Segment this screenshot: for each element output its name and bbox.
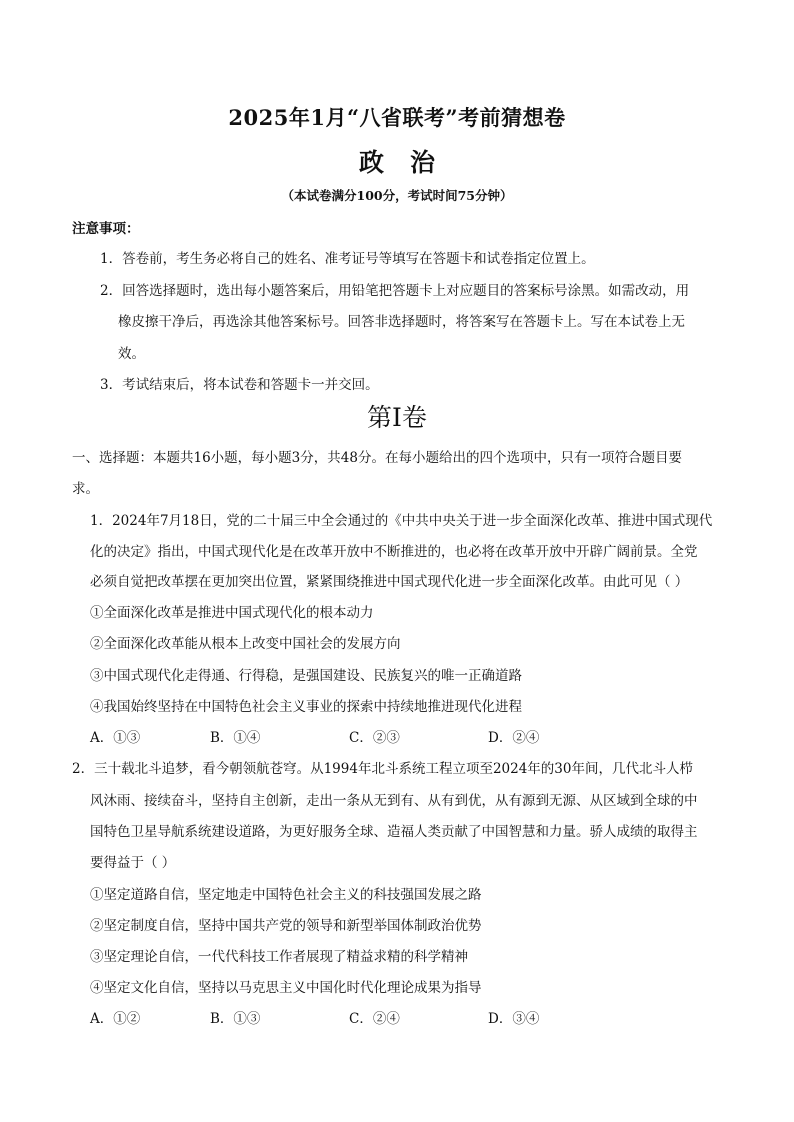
question-1-stem: 1．2024年7月18日，党的二十届三中全会通过的《中共中央关于进一步全面深化改革、推进中国式现代 — [90, 513, 713, 529]
question-2-stem-line: 要得益于（ ） — [90, 855, 176, 871]
question-2-option-b: B．①③ — [210, 1011, 261, 1027]
section-instruction: 一、选择题：本题共16小题，每小题3分，共48分。在每小题给出的四个选项中，只有一项符合题目要 — [72, 450, 682, 466]
question-2-statement-2: ②坚定制度自信，坚持中国共产党的领导和新型举国体制政治优势 — [90, 918, 482, 934]
notes-heading: 注意事项： — [72, 221, 140, 237]
question-1-statement-1: ①全面深化改革是推进中国式现代化的根本动力 — [90, 605, 374, 621]
question-2-option-a: A．①② — [90, 1011, 141, 1027]
question-1-option-a: A．①③ — [90, 730, 141, 746]
question-2-option-c: C．②④ — [349, 1011, 400, 1027]
question-1-statement-3: ③中国式现代化走得通、行得稳，是强国建设、民族复兴的唯一正确道路 — [90, 668, 522, 684]
question-2-stem: 2．三十载北斗追梦，看今朝领航苍穹。从1994年北斗系统工程立项至2024年的30年间，几代北斗人栉 — [72, 761, 693, 777]
question-2-stem-line: 国特色卫星导航系统建设道路，为更好服务全球、造福人类贡献了中国智慧和力量。骄人成绩的取得主 — [90, 824, 698, 840]
question-2-stem-line: 风沐雨、接续奋斗，坚持自主创新，走出一条从无到有、从有到优，从有源到无源、从区域到全球的中 — [90, 793, 698, 809]
question-1-option-d: D．②④ — [488, 730, 540, 746]
question-2-statement-3: ③坚定理论自信，一代代科技工作者展现了精益求精的科学精神 — [90, 949, 468, 965]
subject-title: 政治 — [358, 148, 461, 177]
question-2-statement-1: ①坚定道路自信，坚定地走中国特色社会主义的科技强国发展之路 — [90, 887, 482, 903]
question-1-statement-2: ②全面深化改革能从根本上改变中国社会的发展方向 — [90, 636, 401, 652]
question-1-option-c: C．②③ — [349, 730, 400, 746]
note-item-2-cont: 橡皮擦干净后，再选涂其他答案标号。回答非选择题时，将答案写在答题卡上。写在本试卷上无 — [118, 314, 685, 330]
question-1-stem-line: 必须自觉把改革摆在更加突出位置，紧紧围绕推进中国式现代化进一步全面深化改革。由此可见（ ） — [90, 574, 689, 590]
question-2-option-d: D．③④ — [488, 1011, 540, 1027]
question-1-statement-4: ④我国始终坚持在中国特色社会主义事业的探索中持续地推进现代化进程 — [90, 699, 522, 715]
question-1-option-b: B．①④ — [210, 730, 261, 746]
question-2-statement-4: ④坚定文化自信，坚持以马克思主义中国化时代化理论成果为指导 — [90, 980, 482, 996]
score-time-note: （本试卷满分100分，考试时间75分钟） — [281, 188, 513, 203]
section-instruction-cont: 求。 — [72, 481, 99, 497]
question-1-stem-line: 化的决定》指出，中国式现代化是在改革开放中不断推进的，也必将在改革开放中开辟广阔前景。全党 — [90, 544, 698, 560]
note-item-2-end: 效。 — [118, 346, 145, 362]
note-item-3: 3．考试结束后，将本试卷和答题卡一并交回。 — [100, 377, 379, 393]
part-title: 第I卷 — [367, 403, 427, 432]
note-item-1: 1．答卷前，考生务必将自己的姓名、准考证号等填写在答题卡和试卷指定位置上。 — [100, 251, 595, 267]
note-item-2: 2．回答选择题时，选出每小题答案后，用铅笔把答题卡上对应题目的答案标号涂黑。如需改动，用 — [100, 283, 690, 299]
document-title: 2025年1月“八省联考”考前猜想卷 — [228, 105, 566, 130]
